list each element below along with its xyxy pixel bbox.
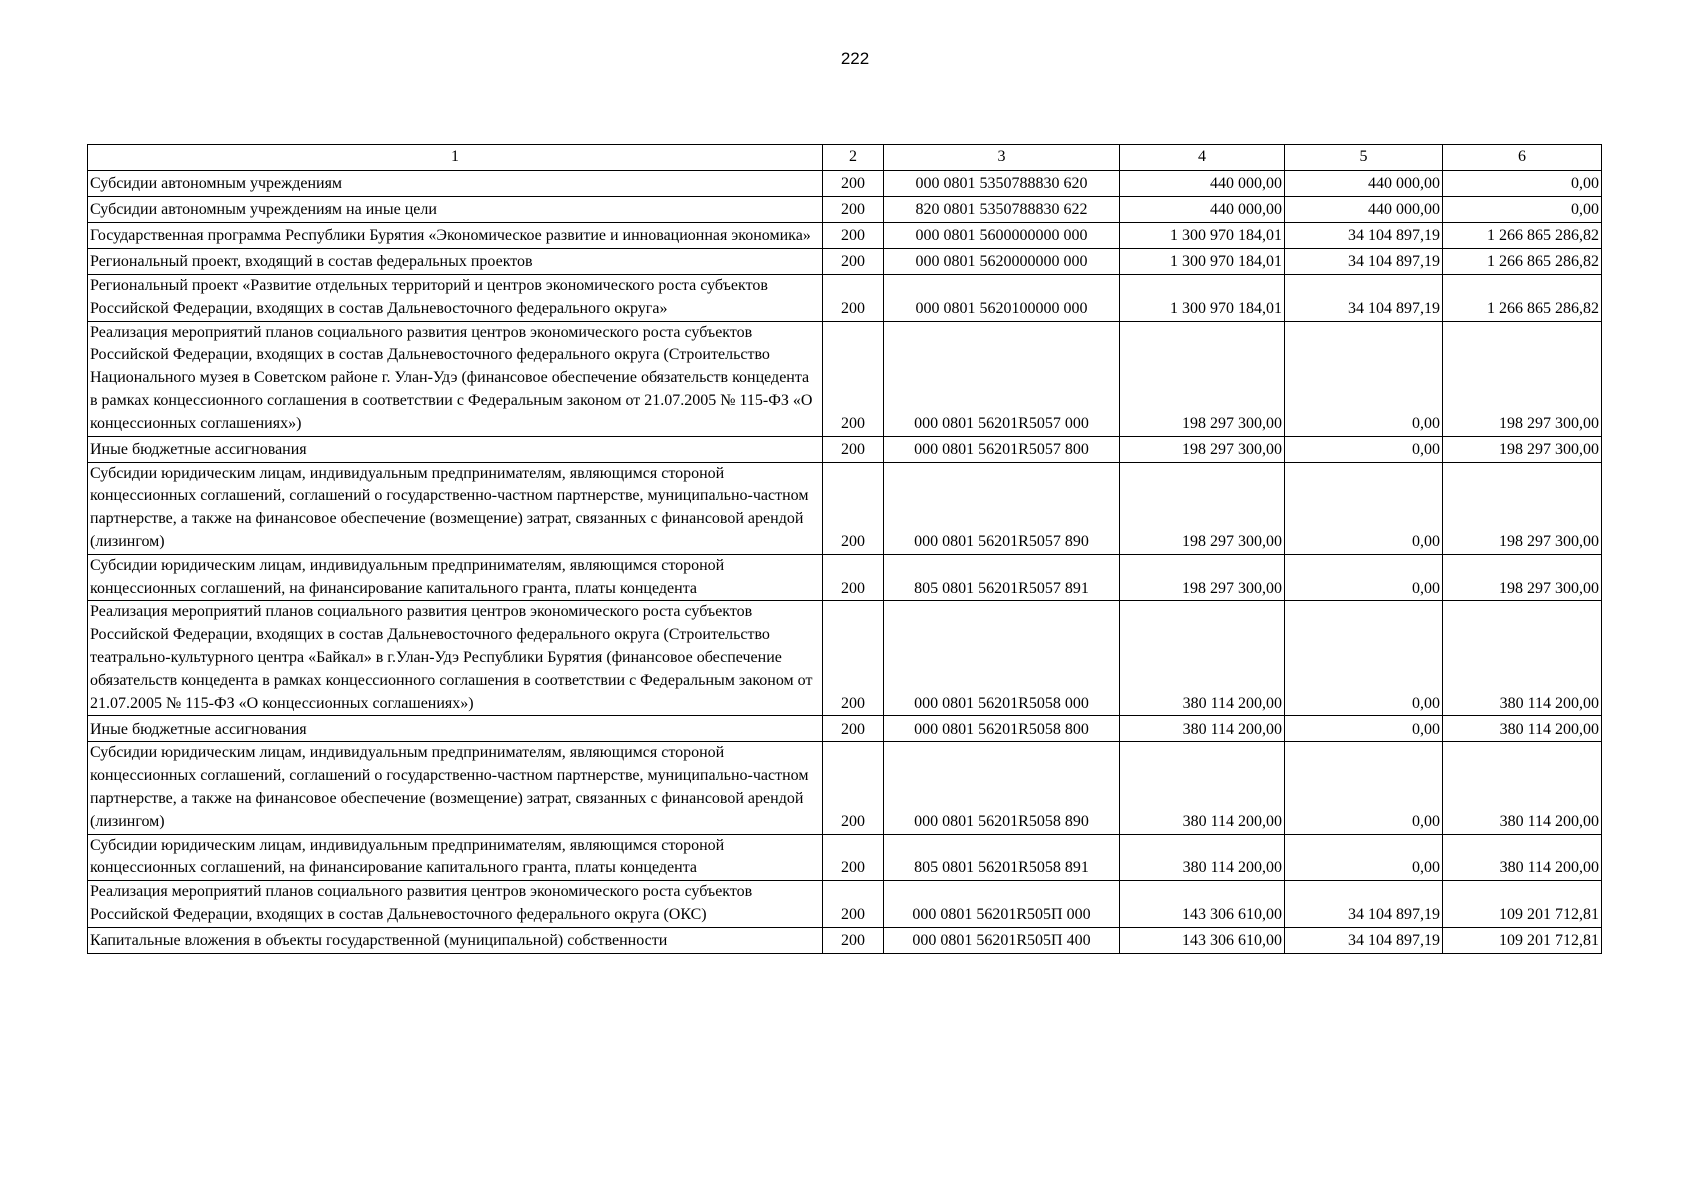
row-name-cell: Реализация мероприятий планов социального развития центров экономического роста субъектов Российской Федерации, входящих в состав Дальневосточного федерального округа (ОКС) [88, 881, 823, 928]
row-unexecuted-cell: 198 297 300,00 [1443, 462, 1602, 554]
row-name-cell: Субсидии юридическим лицам, индивидуальным предпринимателям, являющимся стороной концессионных соглашений, на финансирование капитального гранта, платы концедента [88, 834, 823, 881]
row-approved-cell: 380 114 200,00 [1120, 716, 1285, 742]
table-row [88, 927, 1602, 953]
row-code-cell: 200 [823, 462, 884, 554]
row-approved-cell: 198 297 300,00 [1120, 462, 1285, 554]
row-code-cell: 200 [823, 223, 884, 249]
row-name-cell: Реализация мероприятий планов социального развития центров экономического роста субъектов Российской Федерации, входящих в состав Дальневосточного федерального округа (Строительство Национального музея в Советском районе г. Улан-Удэ (финансовое обеспечение обязательств концедента в рамках концессионного соглашения в соответствии с Федеральным законом от 21.07.2005 № 115-ФЗ «О концессионных соглашениях») [88, 321, 823, 436]
row-classification-cell: 000 0801 5350788830 620 [884, 171, 1120, 197]
row-unexecuted-cell: 1 266 865 286,82 [1443, 249, 1602, 275]
row-unexecuted-cell: 1 266 865 286,82 [1443, 223, 1602, 249]
row-executed-cell: 0,00 [1285, 601, 1443, 716]
row-unexecuted-cell: 198 297 300,00 [1443, 554, 1602, 601]
table-row [88, 436, 1602, 462]
row-name-cell: Иные бюджетные ассигнования [88, 436, 823, 462]
table-row [88, 554, 1602, 601]
row-executed-cell: 0,00 [1285, 321, 1443, 436]
table-row [88, 834, 1602, 881]
row-unexecuted-cell: 0,00 [1443, 171, 1602, 197]
table-body [88, 171, 1602, 954]
row-code-cell: 200 [823, 881, 884, 928]
column-header-3: 3 [884, 145, 1120, 171]
row-name-cell: Государственная программа Республики Бурятия «Экономическое развитие и инновационная экономика» [88, 223, 823, 249]
row-unexecuted-cell: 380 114 200,00 [1443, 601, 1602, 716]
row-executed-cell: 0,00 [1285, 742, 1443, 834]
row-name-cell: Капитальные вложения в объекты государственной (муниципальной) собственности [88, 927, 823, 953]
row-classification-cell: 000 0801 56201R505П 400 [884, 927, 1120, 953]
column-header-1: 1 [88, 145, 823, 171]
table-row [88, 223, 1602, 249]
row-classification-cell: 000 0801 56201R5057 890 [884, 462, 1120, 554]
table-row [88, 171, 1602, 197]
row-name-cell: Субсидии юридическим лицам, индивидуальным предпринимателям, являющимся стороной концессионных соглашений, соглашений о государственно-частном партнерстве, муниципально-частном партнерстве, а также на финансовое обеспечение (возмещение) затрат, связанных с финансовой арендой (лизингом) [88, 462, 823, 554]
row-executed-cell: 0,00 [1285, 716, 1443, 742]
row-approved-cell: 380 114 200,00 [1120, 834, 1285, 881]
table-row [88, 462, 1602, 554]
row-executed-cell: 34 104 897,19 [1285, 249, 1443, 275]
row-code-cell: 200 [823, 554, 884, 601]
row-classification-cell: 000 0801 56201R5057 000 [884, 321, 1120, 436]
row-classification-cell: 000 0801 56201R5058 890 [884, 742, 1120, 834]
row-executed-cell: 34 104 897,19 [1285, 275, 1443, 322]
row-approved-cell: 198 297 300,00 [1120, 321, 1285, 436]
row-approved-cell: 380 114 200,00 [1120, 601, 1285, 716]
row-unexecuted-cell: 1 266 865 286,82 [1443, 275, 1602, 322]
row-approved-cell: 198 297 300,00 [1120, 436, 1285, 462]
row-approved-cell: 198 297 300,00 [1120, 554, 1285, 601]
row-approved-cell: 143 306 610,00 [1120, 881, 1285, 928]
row-name-cell: Реализация мероприятий планов социального развития центров экономического роста субъектов Российской Федерации, входящих в состав Дальневосточного федерального округа (Строительство театрально-культурного центра «Байкал» в г.Улан-Удэ Республики Бурятия (финансовое обеспечение обязательств концедента в рамках концессионного соглашения в соответствии с Федеральным законом от 21.07.2005 № 115-ФЗ «О концессионных соглашениях») [88, 601, 823, 716]
row-classification-cell: 805 0801 56201R5058 891 [884, 834, 1120, 881]
row-code-cell: 200 [823, 275, 884, 322]
row-code-cell: 200 [823, 436, 884, 462]
row-name-cell: Иные бюджетные ассигнования [88, 716, 823, 742]
row-approved-cell: 1 300 970 184,01 [1120, 249, 1285, 275]
table-row [88, 275, 1602, 322]
row-classification-cell: 000 0801 56201R5057 800 [884, 436, 1120, 462]
column-header-6: 6 [1443, 145, 1602, 171]
row-classification-cell: 000 0801 5600000000 000 [884, 223, 1120, 249]
row-name-cell: Региональный проект, входящий в состав федеральных проектов [88, 249, 823, 275]
table-row [88, 249, 1602, 275]
row-unexecuted-cell: 198 297 300,00 [1443, 321, 1602, 436]
row-code-cell: 200 [823, 601, 884, 716]
table-row [88, 716, 1602, 742]
row-code-cell: 200 [823, 834, 884, 881]
column-header-2: 2 [823, 145, 884, 171]
page-number: 222 [840, 49, 870, 68]
row-classification-cell: 000 0801 56201R5058 800 [884, 716, 1120, 742]
row-classification-cell: 000 0801 56201R505П 000 [884, 881, 1120, 928]
row-approved-cell: 143 306 610,00 [1120, 927, 1285, 953]
row-code-cell: 200 [823, 716, 884, 742]
row-code-cell: 200 [823, 249, 884, 275]
table-header-row [88, 145, 1602, 171]
row-executed-cell: 0,00 [1285, 436, 1443, 462]
row-unexecuted-cell: 198 297 300,00 [1443, 436, 1602, 462]
table-row [88, 321, 1602, 436]
budget-table [87, 144, 1602, 954]
row-approved-cell: 1 300 970 184,01 [1120, 223, 1285, 249]
row-classification-cell: 000 0801 56201R5058 000 [884, 601, 1120, 716]
row-executed-cell: 34 104 897,19 [1285, 881, 1443, 928]
row-name-cell: Субсидии юридическим лицам, индивидуальным предпринимателям, являющимся стороной концессионных соглашений, соглашений о государственно-частном партнерстве, муниципально-частном партнерстве, а также на финансовое обеспечение (возмещение) затрат, связанных с финансовой арендой (лизингом) [88, 742, 823, 834]
column-header-5: 5 [1285, 145, 1443, 171]
row-name-cell: Субсидии юридическим лицам, индивидуальным предпринимателям, являющимся стороной концессионных соглашений, на финансирование капитального гранта, платы концедента [88, 554, 823, 601]
row-executed-cell: 440 000,00 [1285, 171, 1443, 197]
row-classification-cell: 000 0801 5620000000 000 [884, 249, 1120, 275]
row-code-cell: 200 [823, 171, 884, 197]
row-unexecuted-cell: 380 114 200,00 [1443, 742, 1602, 834]
row-name-cell: Субсидии автономным учреждениям на иные цели [88, 197, 823, 223]
row-executed-cell: 0,00 [1285, 554, 1443, 601]
column-header-4: 4 [1120, 145, 1285, 171]
row-name-cell: Субсидии автономным учреждениям [88, 171, 823, 197]
row-code-cell: 200 [823, 742, 884, 834]
row-executed-cell: 440 000,00 [1285, 197, 1443, 223]
row-approved-cell: 1 300 970 184,01 [1120, 275, 1285, 322]
row-executed-cell: 34 104 897,19 [1285, 927, 1443, 953]
row-executed-cell: 0,00 [1285, 462, 1443, 554]
row-executed-cell: 0,00 [1285, 834, 1443, 881]
row-classification-cell: 000 0801 5620100000 000 [884, 275, 1120, 322]
table-row [88, 742, 1602, 834]
table-row [88, 601, 1602, 716]
row-approved-cell: 440 000,00 [1120, 197, 1285, 223]
row-code-cell: 200 [823, 927, 884, 953]
row-unexecuted-cell: 109 201 712,81 [1443, 927, 1602, 953]
table-row [88, 197, 1602, 223]
row-approved-cell: 440 000,00 [1120, 171, 1285, 197]
row-code-cell: 200 [823, 321, 884, 436]
row-unexecuted-cell: 109 201 712,81 [1443, 881, 1602, 928]
row-unexecuted-cell: 380 114 200,00 [1443, 834, 1602, 881]
row-name-cell: Региональный проект «Развитие отдельных территорий и центров экономического роста субъектов Российской Федерации, входящих в состав Дальневосточного федерального округа» [88, 275, 823, 322]
row-unexecuted-cell: 380 114 200,00 [1443, 716, 1602, 742]
row-classification-cell: 805 0801 56201R5057 891 [884, 554, 1120, 601]
table-row [88, 881, 1602, 928]
row-code-cell: 200 [823, 197, 884, 223]
row-unexecuted-cell: 0,00 [1443, 197, 1602, 223]
row-executed-cell: 34 104 897,19 [1285, 223, 1443, 249]
row-classification-cell: 820 0801 5350788830 622 [884, 197, 1120, 223]
row-approved-cell: 380 114 200,00 [1120, 742, 1285, 834]
